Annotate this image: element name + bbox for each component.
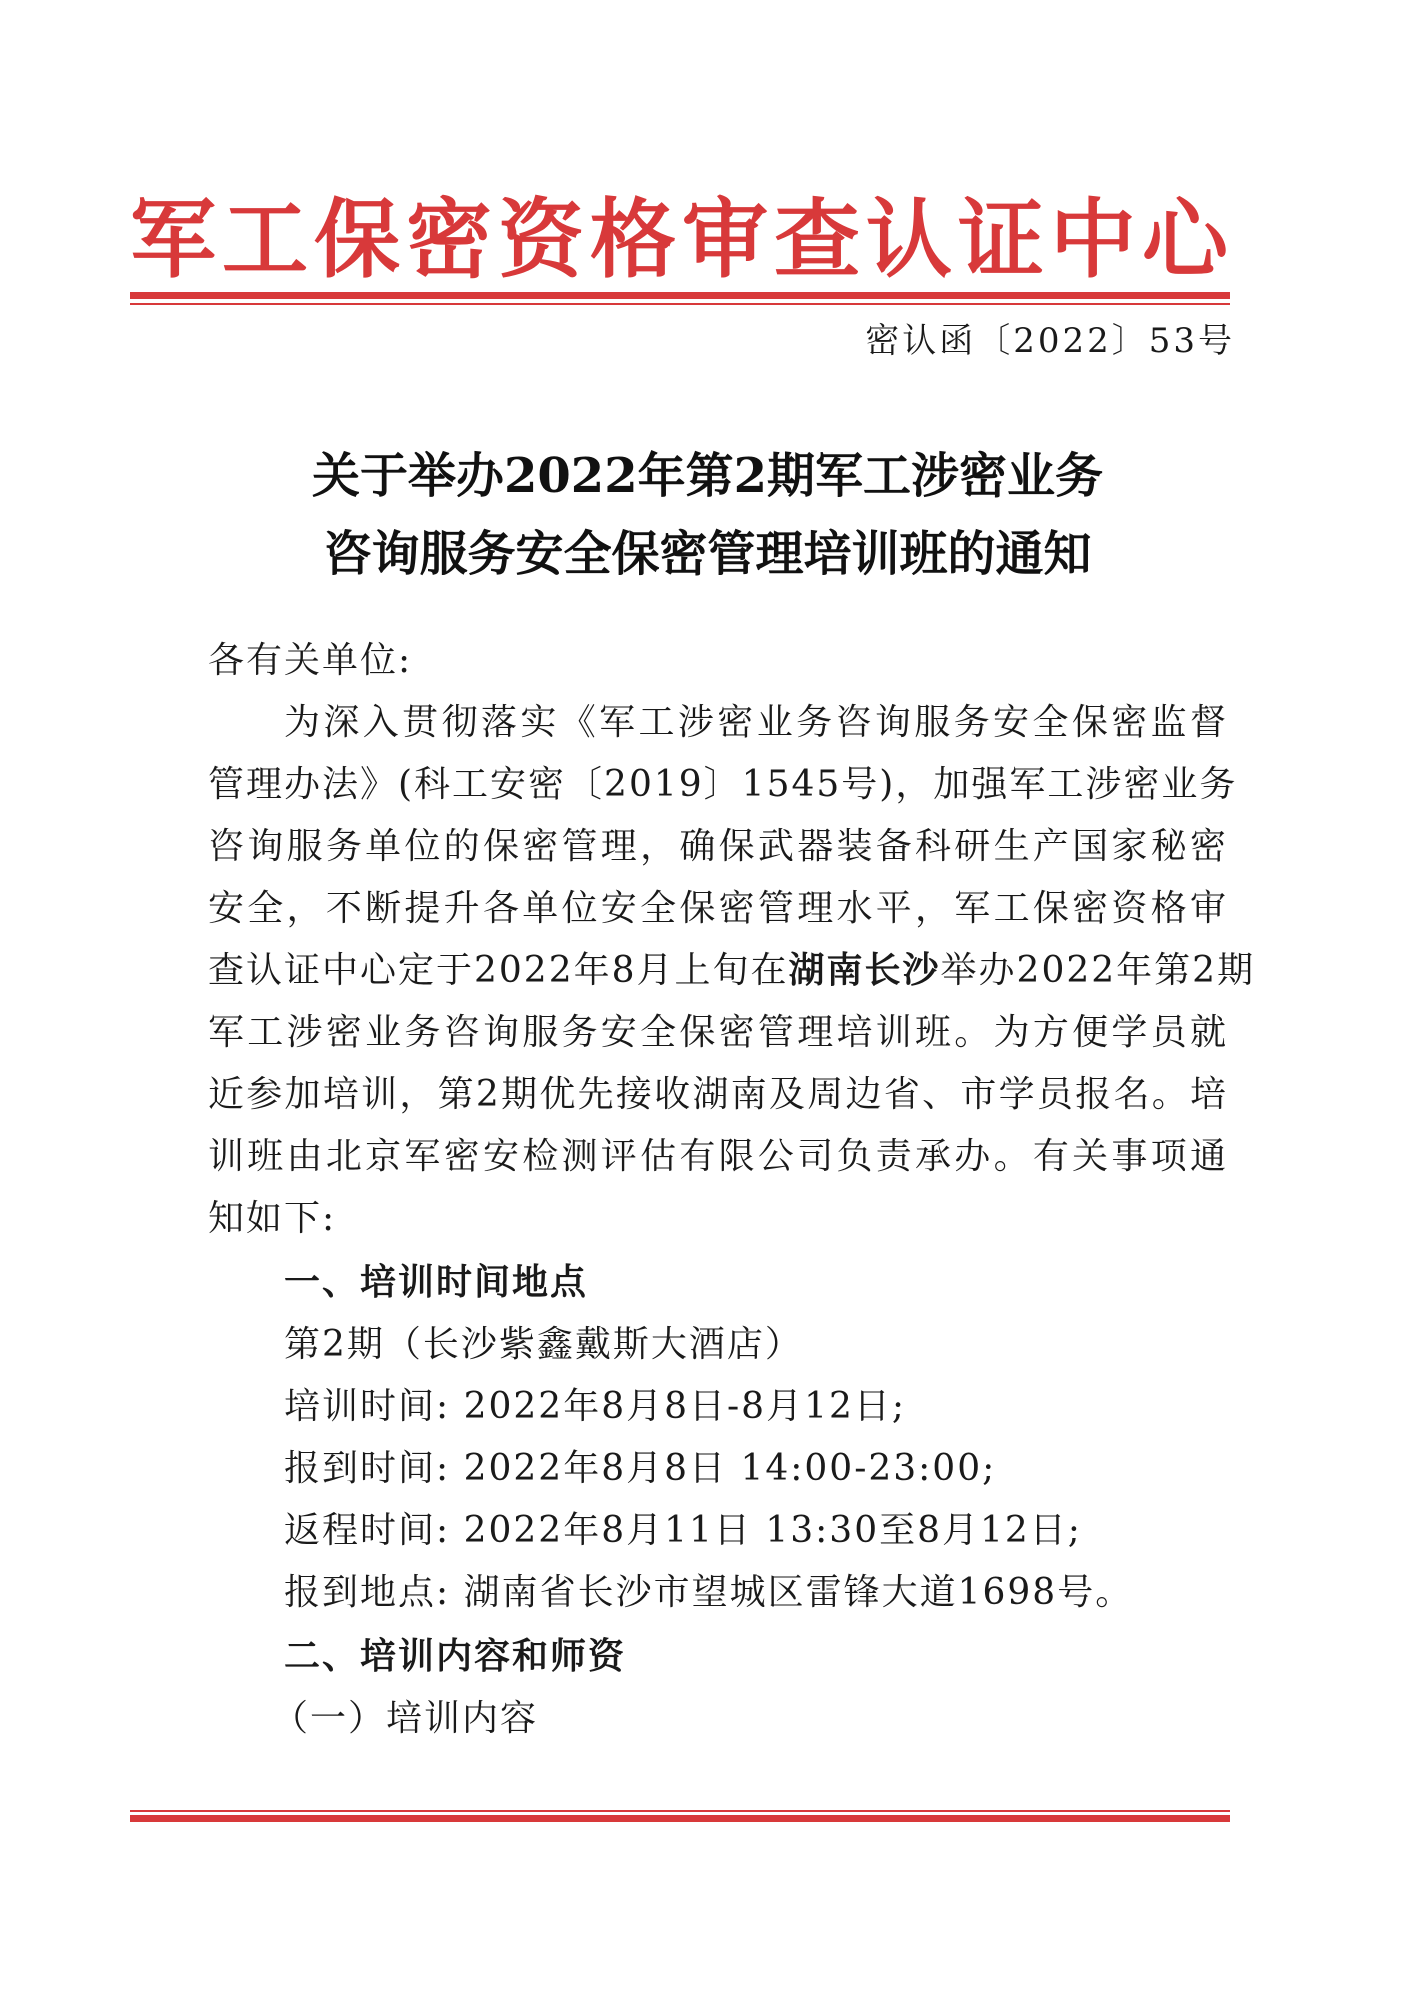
intro-line-6: 军工涉密业务咨询服务安全保密管理培训班。为方便学员就 bbox=[208, 1012, 1228, 1053]
letterhead-rule-thin bbox=[130, 303, 1230, 305]
section-2-heading: 二、培训内容和师资 bbox=[284, 1636, 627, 1677]
letterhead-title: 军工保密资格审查认证中心 bbox=[130, 190, 1234, 290]
training-time: 培训时间: 2022年8月8日-8月12日; bbox=[284, 1386, 907, 1427]
footer-rule-thin bbox=[130, 1810, 1230, 1812]
intro-line-2: 管理办法》(科工安密〔2019〕1545号)，加强军工涉密业务 bbox=[208, 764, 1238, 805]
checkin-place: 报到地点: 湖南省长沙市望城区雷锋大道1698号。 bbox=[284, 1572, 1134, 1613]
section-2-sub-1: （一）培训内容 bbox=[272, 1698, 539, 1739]
intro-line-8: 训班由北京军密安检测评估有限公司负责承办。有关事项通 bbox=[208, 1136, 1228, 1177]
intro-line-5 bbox=[208, 940, 1256, 1002]
intro-line-4: 安全，不断提升各单位安全保密管理水平，军工保密资格审 bbox=[208, 888, 1228, 929]
letterhead-rule-thick bbox=[130, 292, 1230, 299]
intro-line-1: 为深入贯彻落实《军工涉密业务咨询服务安全保密监督 bbox=[284, 702, 1228, 743]
intro-line-9: 知如下: bbox=[208, 1198, 337, 1239]
session-info: 第2期（长沙紫鑫戴斯大酒店） bbox=[284, 1324, 803, 1365]
document-title-line-2: 咨询服务安全保密管理培训班的通知 bbox=[323, 526, 1092, 582]
intro-line-3: 咨询服务单位的保密管理，确保武器装备科研生产国家秘密 bbox=[208, 826, 1228, 867]
checkin-time: 报到时间: 2022年8月8日 14:00-23:00; bbox=[284, 1448, 997, 1489]
salutation: 各有关单位: bbox=[208, 640, 413, 681]
return-time: 返程时间: 2022年8月11日 13:30至8月12日; bbox=[284, 1510, 1082, 1551]
intro-line-7: 近参加培训，第2期优先接收湖南及周边省、市学员报名。培 bbox=[208, 1074, 1228, 1115]
intro-line-5-part-a: 查认证中心定于2022年8月上旬在 bbox=[208, 950, 789, 991]
training-location-highlight: 湖南长沙 bbox=[788, 950, 941, 991]
footer-rule-thick bbox=[130, 1815, 1230, 1822]
document-number: 密认函〔2022〕53号 bbox=[865, 321, 1235, 361]
document-title-line-1: 关于举办2022年第2期军工涉密业务 bbox=[312, 448, 1103, 504]
intro-line-5-part-b: 举办2022年第2期 bbox=[940, 950, 1256, 991]
section-1-heading: 一、培训时间地点 bbox=[284, 1262, 589, 1303]
